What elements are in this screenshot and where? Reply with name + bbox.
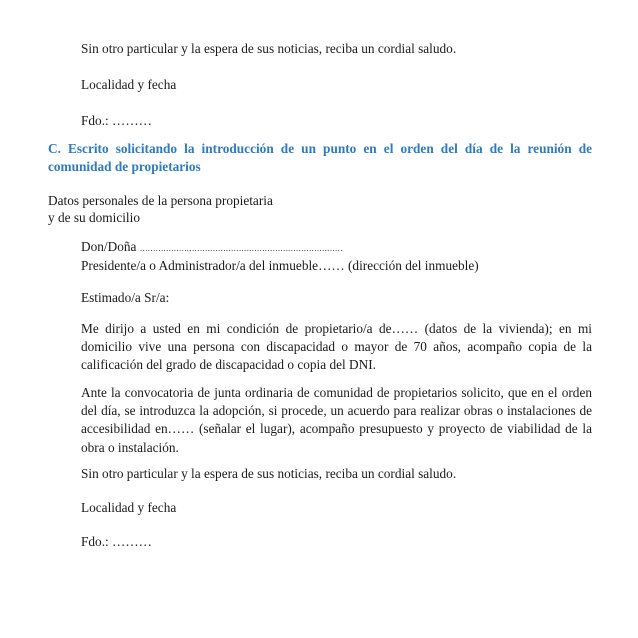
- recipient-dots: ……………………………………………………………………: [139, 244, 343, 253]
- salutation: Estimado/a Sr/a:: [81, 290, 170, 305]
- body-paragraph-2: Ante la convocatoria de junta ordinaria de comunidad de propietarios solicito, que en el orden del día, se introduzca la adopción, si procede, un acuerdo para realizar obras o instalaciones de accesibilidad en…… (señalar el lugar), acompaño presupuesto y proyecto de viabilidad de la obra o instalación.: [81, 385, 592, 455]
- recipient-line2: Presidente/a o Administrador/a del inmueble…… (dirección del inmueble): [81, 258, 479, 273]
- section-heading: C. Escrito solicitando la introducción de un punto en el orden del día de la reunión de comunidad de propietarios: [48, 141, 592, 174]
- place-date-text: Localidad y fecha: [81, 77, 177, 92]
- signature-text: Fdo.: ………: [81, 113, 152, 128]
- sender-data-line1: Datos personales de la persona propietaria: [48, 193, 273, 208]
- recipient-line1: [81, 238, 343, 257]
- body-paragraph-1: Me dirijo a usted en mi condición de propietario/a de…… (datos de la vivienda); en mi domicilio vive una persona con discapacidad o mayor de 70 años, acompaño copia de la calificación del grado de discapacidad o copia del DNI.: [81, 321, 592, 373]
- closing-text-2: Sin otro particular y la espera de sus noticias, reciba un cordial saludo.: [81, 466, 457, 481]
- sender-data-line2: y de su domicilio: [48, 210, 140, 225]
- recipient-label: Don/Doña: [81, 239, 137, 254]
- closing-text: Sin otro particular y la espera de sus noticias, reciba un cordial saludo.: [81, 41, 457, 56]
- signature-text-2: Fdo.: ………: [81, 534, 152, 549]
- place-date-text-2: Localidad y fecha: [81, 500, 177, 515]
